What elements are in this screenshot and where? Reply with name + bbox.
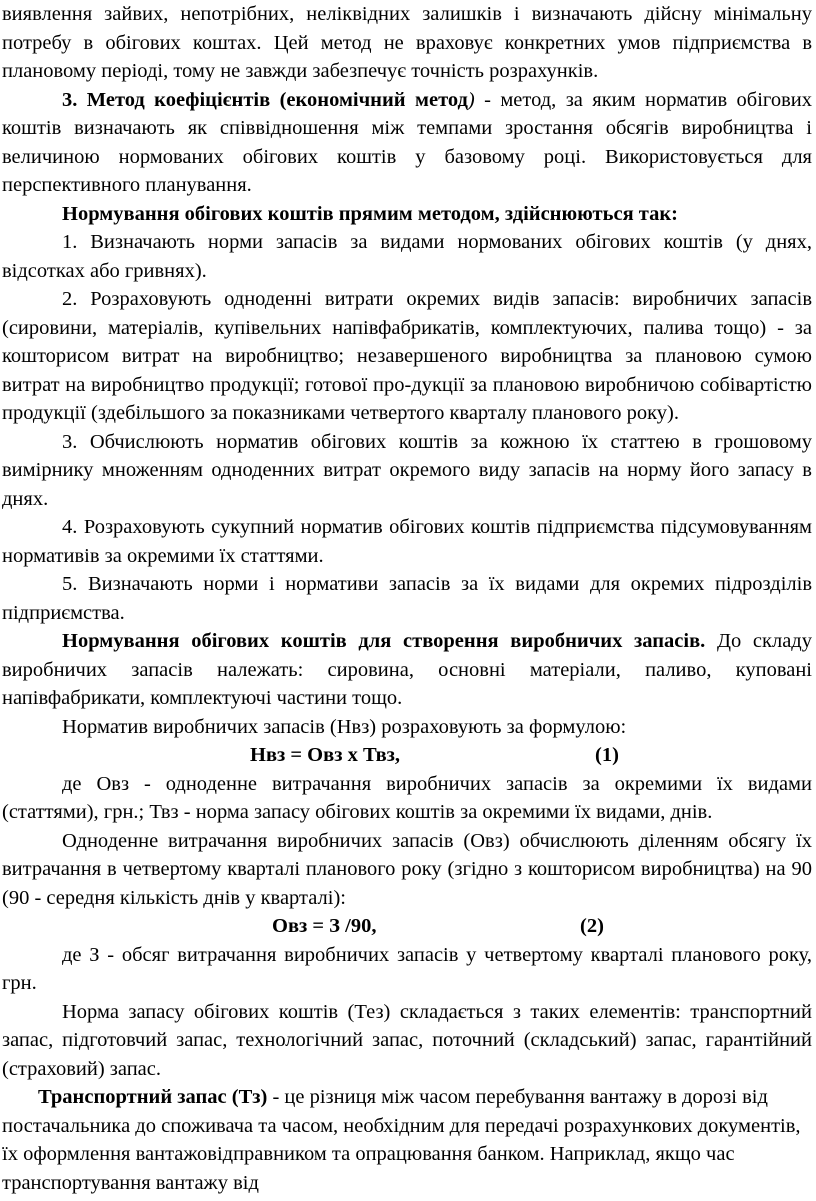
transport-stock-text: - це різниця між часом перебування вантажу в дорозі від постачальника до споживача та часом, необхідним для передачі розрахункових документів, їх оформлення вантажовідправником та опрацювання банком. Наприклад, якщо час транспортування вантажу від xyxy=(2,1086,801,1194)
paragraph-formula-1-legend: де Овз - одноденне витрачання виробничих запасів за окремими їх видами (статтями), грн.; Твз - норма запасу обігових коштів за окремими їх видами, днів. xyxy=(2,772,812,823)
method-title-paren: ) xyxy=(467,88,475,111)
list-item-5: 5. Визначають норми і нормативи запасів за їх видами для окремих підрозділів підприємства. xyxy=(2,573,812,624)
production-stocks-title: Нормування обігових коштів для створення виробничих запасів. xyxy=(62,630,706,652)
paragraph-transport-stock xyxy=(2,1083,812,1197)
method-description: - метод, за яким норматив обігових коштів визначають як співвідношення між темпами зростання обсягів виробництва і величиною нормованих обігових коштів у базовому році. Використовується для перспективного планування. xyxy=(2,88,812,196)
paragraph-continuation: виявлення зайвих, непотрібних, неліквідних залишків і визначають дійсну мінімальну потребу в обігових коштах. Цей метод не враховує конкретних умов підприємства в плановому періоді, тому не завжди забезпечує точність розрахунків. xyxy=(2,3,812,82)
paragraph-formula-intro: Норматив виробничих запасів (Нвз) розраховують за формулою: xyxy=(62,715,627,738)
production-stocks-text: До складу виробничих запасів належать: сировина, основні матеріали, паливо, куповані напівфабрикати, комплектуючі частини тощо. xyxy=(2,630,812,709)
paragraph-formula-2-legend: де З - обсяг витрачання виробничих запасів у четвертому кварталі планового року, грн. xyxy=(2,943,812,994)
method-title: 3. Метод коефіцієнтів (економічний метод xyxy=(62,88,468,111)
paragraph-production-stocks xyxy=(2,627,812,713)
formula-1-number: (1) xyxy=(595,744,619,766)
formula-2-number: (2) xyxy=(580,915,604,937)
section-heading-direct-method: Нормування обігових коштів прямим методом, здійснюються так: xyxy=(62,202,678,225)
list-item-1: 1. Визначають норми запасів за видами нормованих обігових коштів (у днях, відсотках або гривнях). xyxy=(2,231,812,282)
formula-2 xyxy=(2,912,812,941)
transport-stock-title: Транспортний запас (Тз) xyxy=(38,1086,268,1108)
list-item-3: 3. Обчислюють норматив обігових коштів за кожною їх статтею в грошовому вимірнику множенням одноденних витрат окремого виду запасів на норму його запасу в днях. xyxy=(2,430,812,510)
formula-1-expression: Нвз = Овз х Твз, xyxy=(250,744,401,766)
document-page xyxy=(2,0,812,1197)
paragraph-daily-consumption: Одноденне витрачання виробничих запасів (Овз) обчислюють діленням обсягу їх витрачання в четвертому кварталі планового року (згідно з кошторисом виробництва) на 90 (90 - середня кількість днів у кварталі): xyxy=(2,829,812,909)
formula-2-expression: Овз = З /90, xyxy=(272,915,377,937)
formula-1 xyxy=(2,741,812,770)
paragraph-coefficient-method xyxy=(2,86,812,200)
list-item-4: 4. Розраховують сукупний норматив обігових коштів підприємства підсумовуванням нормативів за окремими їх статтями. xyxy=(2,516,812,567)
paragraph-stock-norm: Норма запасу обігових коштів (Тез) складається з таких елементів: транспортний запас, підготовчий запас, технологічний запас, поточний (складський) запас, гарантійний (страховий) запас. xyxy=(2,1000,812,1080)
list-item-2: 2. Розраховують одноденні витрати окремих видів запасів: виробничих запасів (сировини, матеріалів, купівельних напівфабрикатів, комплектуючих, палива тощо) - за кошторисом витрат на виробництво; незавершеного виробництва за плановою сумою витрат на виробництво продукції; готової про-дукції за плановою виробничою собівартістю продукції (здебільшого за показниками четвертого кварталу планового року). xyxy=(2,288,812,424)
